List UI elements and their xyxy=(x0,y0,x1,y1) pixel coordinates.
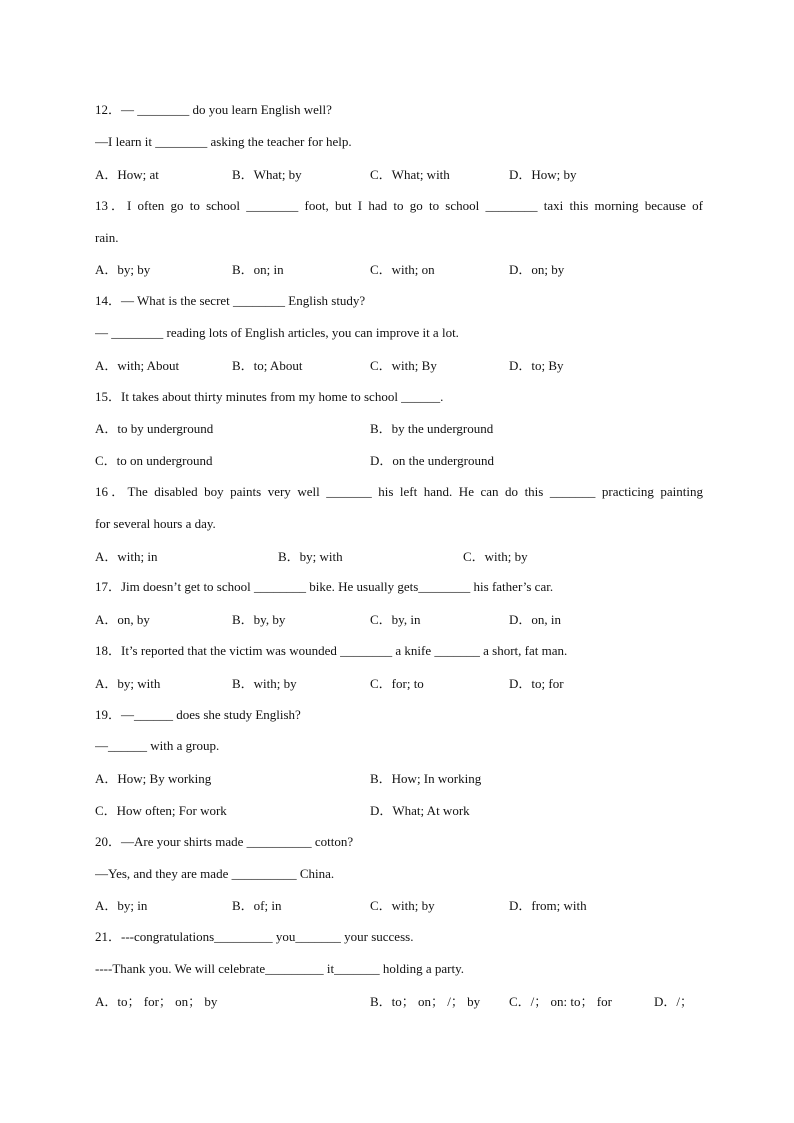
question-18-option-a[interactable]: A．by; with xyxy=(95,676,161,691)
question-13-option-c[interactable]: C．with; on xyxy=(370,262,435,277)
question-14-option-b[interactable]: B．to; About xyxy=(232,358,303,373)
question-19-stem: 19．—______ does she study English? xyxy=(95,707,301,722)
question-18-option-d[interactable]: D．to; for xyxy=(509,676,564,691)
question-19-option-a[interactable]: A．How; By working xyxy=(95,771,212,786)
question-19-option-c[interactable]: C．How often; For work xyxy=(95,803,227,818)
question-15-option-d[interactable]: D．on the underground xyxy=(370,453,494,468)
question-12-option-d[interactable]: D．How; by xyxy=(509,167,577,182)
question-16-option-c[interactable]: C．with; by xyxy=(463,549,528,564)
question-17-option-c[interactable]: C．by, in xyxy=(370,612,421,627)
question-20-stem-line2: —Yes, and they are made __________ China. xyxy=(95,866,335,881)
question-14-option-c[interactable]: C．with; By xyxy=(370,358,437,373)
question-13-stem-line2: rain. xyxy=(95,230,119,245)
question-19-stem-line2: —______ with a group. xyxy=(95,738,220,753)
question-13-option-b[interactable]: B．on; in xyxy=(232,262,284,277)
question-20-option-c[interactable]: C．with; by xyxy=(370,898,435,913)
question-15-option-b[interactable]: B．by the underground xyxy=(370,421,494,436)
question-18-option-b[interactable]: B．with; by xyxy=(232,676,297,691)
question-17-option-d[interactable]: D．on, in xyxy=(509,612,562,627)
question-21-stem-line2: ----Thank you. We will celebrate_________ it_______ holding a party. xyxy=(95,961,465,976)
question-21-option-a[interactable]: A．to； for； on； by xyxy=(95,994,218,1009)
question-17-option-a[interactable]: A．on, by xyxy=(95,612,150,627)
question-16-stem: 16．The disabled boy paints very well _______ his left hand. He can do this _______ practicing painting xyxy=(95,484,703,499)
question-19-option-d[interactable]: D．What; At work xyxy=(370,803,470,818)
question-15-stem: 15．It takes about thirty minutes from my home to school ______. xyxy=(95,389,444,404)
question-21-option-d[interactable]: D．/； xyxy=(654,994,694,1009)
question-17-stem: 17．Jim doesn’t get to school ________ bike. He usually gets________ his father’s car. xyxy=(95,579,554,594)
question-20-option-d[interactable]: D．from; with xyxy=(509,898,587,913)
question-18-option-c[interactable]: C．for; to xyxy=(370,676,424,691)
question-12-option-a[interactable]: A．How; at xyxy=(95,167,159,182)
question-14-option-a[interactable]: A．with; About xyxy=(95,358,180,373)
question-14-stem: 14．— What is the secret ________ English study? xyxy=(95,293,366,308)
question-14-option-d[interactable]: D．to; By xyxy=(509,358,564,373)
question-12-stem-line2: —I learn it ________ asking the teacher for help. xyxy=(95,134,352,149)
question-21-stem: 21．---congratulations_________ you_______ your success. xyxy=(95,929,414,944)
question-16-stem-line2: for several hours a day. xyxy=(95,516,216,531)
question-20-stem: 20．—Are your shirts made __________ cotton? xyxy=(95,834,354,849)
question-15-option-c[interactable]: C．to on underground xyxy=(95,453,213,468)
question-12-stem: 12．— ________ do you learn English well? xyxy=(95,102,332,117)
question-15-option-a[interactable]: A．to by underground xyxy=(95,421,214,436)
question-18-stem: 18．It’s reported that the victim was wounded ________ a knife _______ a short, fat man. xyxy=(95,643,568,658)
question-17-option-b[interactable]: B．by, by xyxy=(232,612,286,627)
question-16-option-b[interactable]: B．by; with xyxy=(278,549,343,564)
question-14-stem-line2: — ________ reading lots of English articles, you can improve it a lot. xyxy=(95,325,459,340)
question-16-option-a[interactable]: A．with; in xyxy=(95,549,158,564)
question-12-option-b[interactable]: B．What; by xyxy=(232,167,302,182)
question-13-stem: 13．I often go to school ________ foot, but I had to go to school ________ taxi this morning because of xyxy=(95,198,703,213)
question-19-option-b[interactable]: B．How; In working xyxy=(370,771,482,786)
question-20-option-a[interactable]: A．by; in xyxy=(95,898,148,913)
question-20-option-b[interactable]: B．of; in xyxy=(232,898,282,913)
question-13-option-a[interactable]: A．by; by xyxy=(95,262,151,277)
question-21-option-c[interactable]: C．/； on: to； for xyxy=(509,994,612,1009)
question-21-option-b[interactable]: B．to； on； /； by xyxy=(370,994,481,1009)
question-12-option-c[interactable]: C．What; with xyxy=(370,167,450,182)
question-13-option-d[interactable]: D．on; by xyxy=(509,262,565,277)
